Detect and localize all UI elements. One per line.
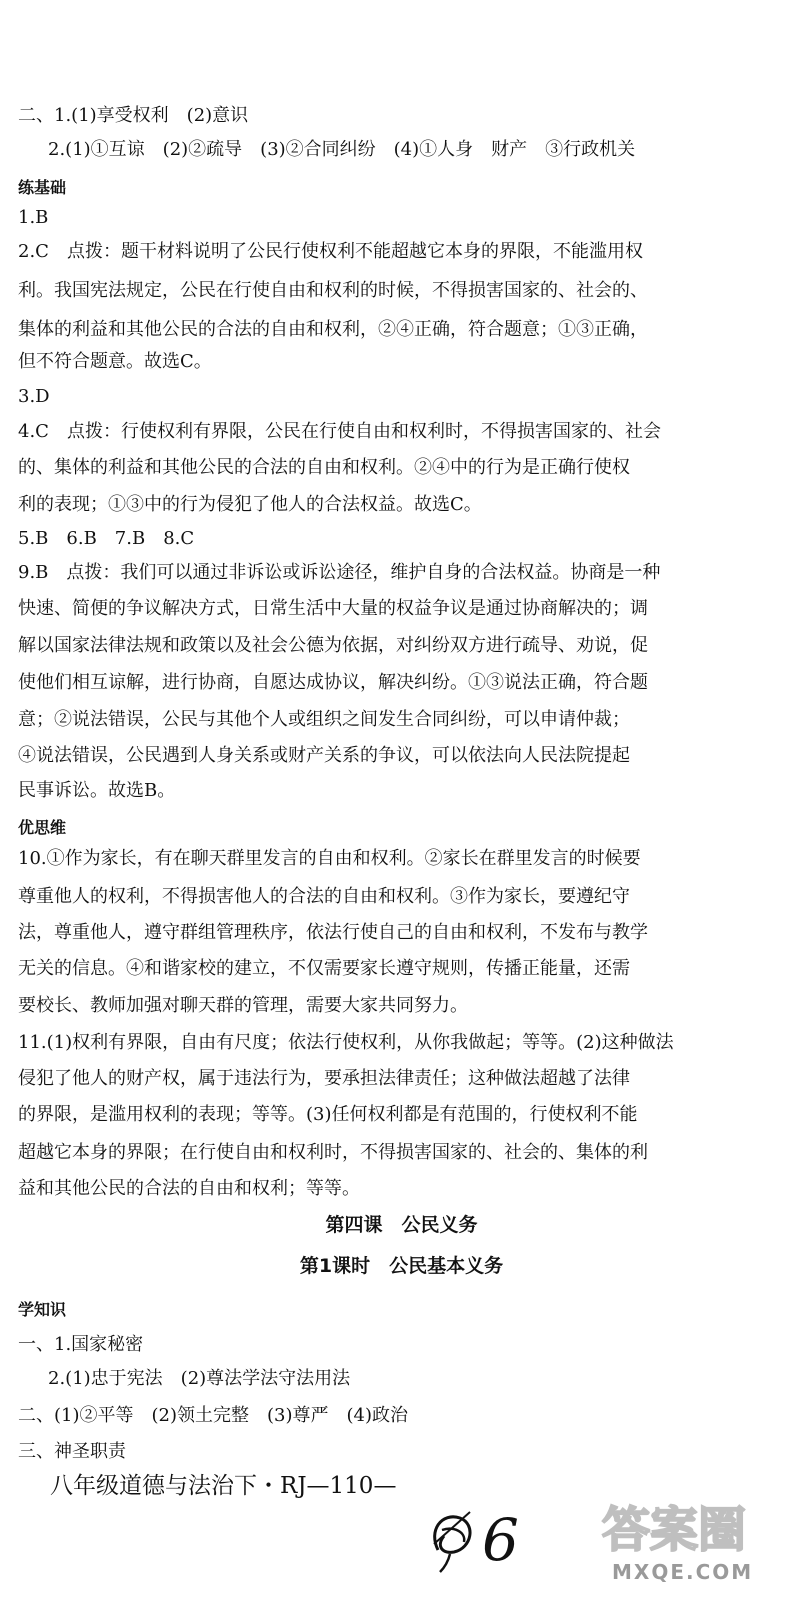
answer-line: 益和其他公民的合法的自由和权利；等等。 [18, 1178, 360, 1199]
answer-line: 快速、简便的争议解决方式，日常生活中大量的权益争议是通过协商解决的；调 [18, 598, 648, 619]
answer-line: 利。我国宪法规定，公民在行使自由和权利的时候，不得损害国家的、社会的、 [18, 280, 648, 301]
answer-line: 的界限，是滥用权利的表现；等等。(3)任何权利都是有范围的，行使权利不能 [18, 1104, 638, 1125]
lesson-subtitle: 第1课时 公民基本义务 [299, 1255, 504, 1277]
answer-line: 4.C 点拨：行使权利有界限，公民在行使自由和权利时，不得损害国家的、社会 [18, 421, 661, 442]
answer-line: 但不符合题意。故选C。 [18, 351, 212, 372]
answer-line: 5.B 6.B 7.B 8.C [18, 528, 195, 549]
answer-line: 要校长、教师加强对聊天群的管理，需要大家共同努力。 [18, 995, 468, 1016]
answer-line: 使他们相互谅解，进行协商，自愿达成协议，解决纠纷。①③说法正确，符合题 [18, 672, 648, 693]
answer-line: 2.C 点拨：题干材料说明了公民行使权利不能超越它本身的界限，不能滥用权 [18, 241, 643, 262]
answer-line: 10.①作为家长，有在聊天群里发言的自由和权利。②家长在群里发言的时候要 [18, 848, 641, 869]
answer-line: 尊重他人的权利，不得损害他人的合法的自由和权利。③作为家长，要遵纪守 [18, 886, 630, 907]
answer-line: 解以国家法律法规和政策以及社会公德为依据，对纠纷双方进行疏导、劝说，促 [18, 635, 648, 656]
answer-line: 集体的利益和其他公民的合法的自由和权利，②④正确，符合题意；①③正确， [18, 319, 648, 340]
answer-line: 2.(1)①互谅 (2)②疏导 (3)②合同纠纷 (4)①人身 财产 ③行政机关 [48, 139, 636, 160]
handwriting-mark [420, 1478, 530, 1578]
answer-line: 法，尊重他人，遵守群组管理秩序，依法行使自己的自由和权利，不发布与教学 [18, 922, 648, 943]
answer-line: 超越它本身的界限；在行使自由和权利时，不得损害国家的、社会的、集体的利 [18, 1142, 648, 1163]
answer-line: 二、(1)②平等 (2)领土完整 (3)尊严 (4)政治 [18, 1405, 408, 1426]
section-heading: 练基础 [18, 178, 67, 197]
answer-line: ④说法错误，公民遇到人身关系或财产关系的争议，可以依法向人民法院提起 [18, 745, 630, 766]
answer-line: 1.B [18, 207, 49, 228]
answer-line: 三、神圣职责 [18, 1441, 126, 1462]
answer-line: 民事诉讼。故选B。 [18, 780, 176, 801]
answer-line: 意；②说法错误，公民与其他个人或组织之间发生合同纠纷，可以申请仲裁； [18, 709, 630, 730]
answer-line: 2.(1)忠于宪法 (2)尊法学法守法用法 [48, 1368, 351, 1389]
watermark-text: 答案圈 [602, 1502, 747, 1558]
watermark-url: MXQE.COM [612, 1560, 754, 1584]
answer-line: 侵犯了他人的财产权，属于违法行为，要承担法律责任；这种做法超越了法律 [18, 1068, 630, 1089]
answer-line: 二、1.(1)享受权利 (2)意识 [18, 105, 249, 126]
section-heading: 优思维 [18, 818, 67, 837]
answer-line: 利的表现；①③中的行为侵犯了他人的合法权益。故选C。 [18, 494, 482, 515]
answer-line: 11.(1)权利有界限，自由有尺度；依法行使权利，从你我做起；等等。(2)这种做法 [18, 1032, 674, 1053]
lesson-title: 第四课 公民义务 [325, 1214, 478, 1236]
answer-line: 无关的信息。④和谐家校的建立，不仅需要家长遵守规则，传播正能量，还需 [18, 958, 630, 979]
answer-line: 9.B 点拨：我们可以通过非诉讼或诉讼途径，维护自身的合法权益。协商是一种 [18, 562, 661, 583]
answer-line: 3.D [18, 386, 50, 407]
handwritten-digit: 6 [482, 1506, 519, 1574]
answer-line: 一、1.国家秘密 [18, 1334, 144, 1355]
page-footer: 八年级道德与法治下・RJ—110— [50, 1473, 397, 1499]
answer-line: 的、集体的利益和其他公民的合法的自由和权利。②④中的行为是正确行使权 [18, 457, 630, 478]
section-heading: 学知识 [18, 1300, 67, 1319]
